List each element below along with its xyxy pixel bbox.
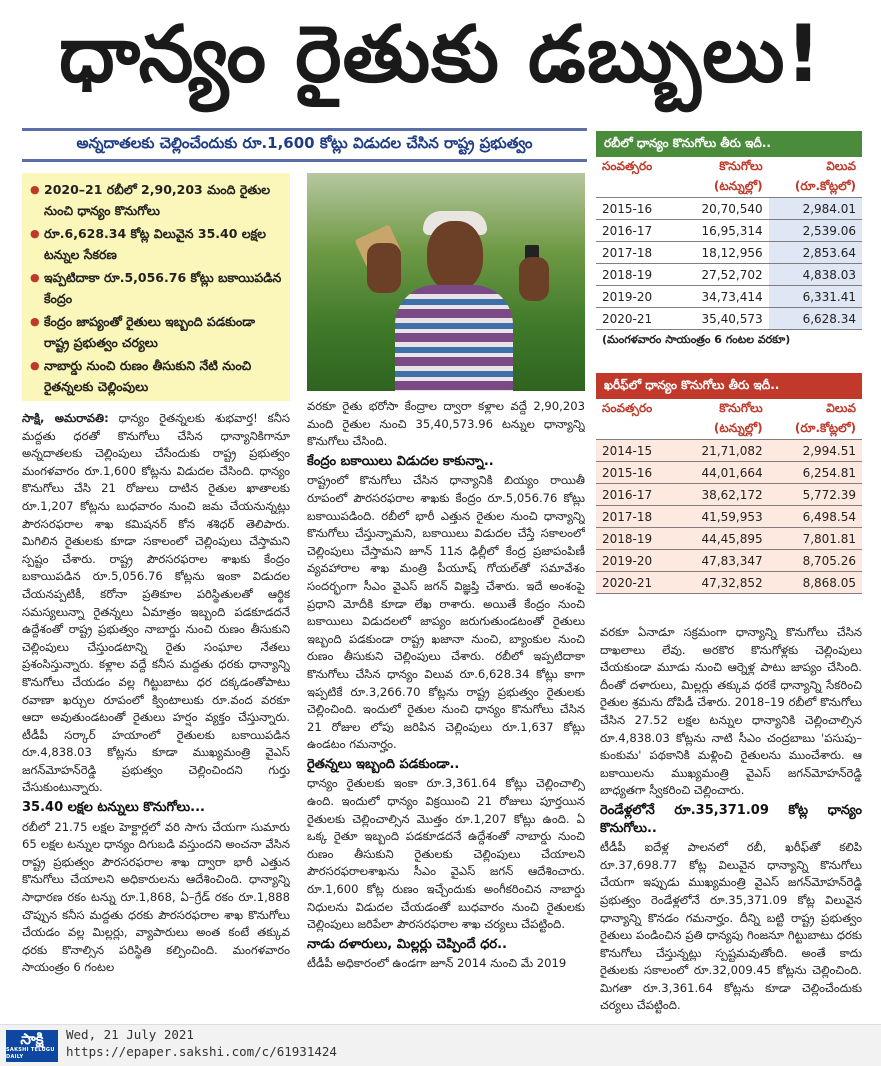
column-header: విలువ <box>826 400 856 415</box>
value-cell: 2,539.06 <box>769 220 862 242</box>
article-column-2 <box>307 398 585 1022</box>
column-subheader <box>596 419 675 440</box>
column-header: కొనుగోలు <box>719 158 763 173</box>
quantity-cell: 38,62,172 <box>675 484 768 506</box>
table-row <box>596 308 862 330</box>
source-url-link[interactable]: https://epaper.sakshi.com/c/61931424 <box>66 1044 337 1059</box>
rabi-data-table <box>596 157 862 330</box>
value-cell: 5,772.39 <box>769 484 862 506</box>
quantity-cell: 16,95,314 <box>675 220 768 242</box>
subheading: 35.40 లక్షల టన్నులు కొనుగోలు... <box>22 800 205 816</box>
highlight-item: ● 2020–21 రబీలో 2,90,203 మంది రైతుల నుంచి ధాన్యం కొనుగోలు <box>30 179 282 221</box>
table-row <box>596 198 862 220</box>
table-row <box>596 264 862 286</box>
table-row <box>596 550 862 572</box>
sakshi-logo[interactable] <box>6 1030 58 1062</box>
subheading: కేంద్రం బకాయిలు విడుదల కాకున్నా.. <box>307 453 494 469</box>
dateline: సాక్షి, అమరావతి: <box>22 411 109 425</box>
table-row <box>596 286 862 308</box>
year-cell: 2019-20 <box>596 286 675 308</box>
paragraph: టీడీపీ ఐదేళ్ల పాలనలో రబీ, ఖరీఫ్‌తో కలిపి రూ.37,698.77 కోట్ల విలువైన ధాన్యాన్ని కొనుగోలు చేయగా ఇప్పుడు ముఖ్యమంత్రి వైఎస్ జగన్‌మోహన్‌రెడ్డి ప్రభుత్వం రెండేళ్లలోనే రూ.35,371.09 కోట్ల విలువైన ధాన్యాన్ని కొనడం గమనార్హం. దీన్ని బట్టి రాష్ట్ర ప్రభుత్వం రైతులు పండించిన ప్రతి ధాన్యపు గింజనూ గిట్టుబాటు ధరకు కొనుగోలు చేస్తున్నట్లు స్పష్టమవుతోంది. అంతే కాదు రైతులకు సకాలంలో రూ.32,009.45 కోట్లను చెల్లించింది. మిగతా రూ.3,361.64 కోట్లను కూడా చెల్లించేందుకు చర్యలు చేపట్టింది. <box>600 840 862 1013</box>
subheading: రైతన్నలు ఇబ్బంది పడకుండా.. <box>307 756 460 772</box>
column-subheader: (రూ.కోట్లలో) <box>769 419 862 440</box>
quantity-cell: 44,45,895 <box>675 528 768 550</box>
value-cell: 7,801.81 <box>769 528 862 550</box>
photo-face <box>427 221 483 291</box>
column-header: విలువ <box>826 158 856 173</box>
table-row <box>596 462 862 484</box>
rabi-table <box>596 131 862 363</box>
photo-left-hand <box>367 243 401 293</box>
value-cell: 4,838.03 <box>769 264 862 286</box>
column-subheader <box>596 177 675 198</box>
quantity-cell: 21,71,082 <box>675 440 768 462</box>
value-cell: 8,705.26 <box>769 550 862 572</box>
paragraph: వరకూ రైతు భరోసా కేంద్రాల ద్వారా కళ్లాల వద్దే 2,90,203 మంది రైతుల నుంచి 35,40,573.96 టన్నుల ధాన్యాన్ని కొనుగోలు చేసింది. <box>307 399 585 449</box>
value-cell: 2,853.64 <box>769 242 862 264</box>
column-subheader: (టన్నుల్లో) <box>675 177 768 198</box>
column-subheader: (రూ.కోట్లలో) <box>769 177 862 198</box>
value-cell: 8,868.05 <box>769 572 862 594</box>
logo-subtext: SAKSHI TELUGU DAILY <box>6 1047 55 1060</box>
quantity-cell: 18,12,956 <box>675 242 768 264</box>
table-row <box>596 220 862 242</box>
table-row <box>596 572 862 594</box>
year-cell: 2017-18 <box>596 242 675 264</box>
paragraph: ధాన్యం రైతులకు ఇంకా రూ.3,361.64 కోట్లు చెల్లించాల్సి ఉంది. ఇందులో ధాన్యం విక్రయించి 21 రోజులు పూర్తయిన రైతులకు చెల్లించాల్సిన మొత్తం రూ.1,207 కోట్లు ఉంది. ఏ ఒక్క రైతూ ఇబ్బంది పడకూడదనే ఉద్దేశంతో నాబార్డు నుంచి రుణం తీసుకుని రైతులకు చెల్లింపులు చేయాలని పౌరసరఫరాలశాఖను సీఎం వైఎస్ జగన్ ఆదేశించారు. రూ.1,600 కోట్ల రుణం ఇచ్చేందుకు అంగీకరించిన నాబార్డు నిధులను విడుదల చేయడంతో బుధవారం నుంచి రైతులకు చెల్లింపులు జరిపేలా పౌరసరఫరాల శాఖ చర్యలు చేపట్టింది. <box>307 776 585 932</box>
table-note: (మంగళవారం సాయంత్రం 6 గంటల వరకూ) <box>602 333 791 346</box>
value-cell: 6,628.34 <box>769 308 862 330</box>
quantity-cell: 27,52,702 <box>675 264 768 286</box>
quantity-cell: 34,73,414 <box>675 286 768 308</box>
photo-right-hand <box>519 257 549 301</box>
year-cell: 2020-21 <box>596 572 675 594</box>
year-cell: 2015-16 <box>596 198 675 220</box>
paragraph: వరకూ ఏనాడూ సక్రమంగా ధాన్యాన్ని కొనుగోలు చేసిన దాఖలాలు లేవు. అరకొర కొనుగోళ్లకు చెల్లింపులు చేయకుండా మూడు నుంచి ఆర్నెళ్ల పాటు జాప్యం చేసింది. దీంతో దళారులు, మిల్లర్లు తక్కువ ధరకే ధాన్యాన్ని సేకరించి రైతుల శ్రమను దోపిడీ చేశారు. 2018–19 రబీలో కొనుగోలు చేసిన 27.52 లక్షల టన్నుల ధాన్యానికి చెల్లించాల్సిన రూ.4,838.03 కోట్లను నాటి సీఎం చంద్రబాబు 'పసుపు–కుంకుమ' పథకానికి మళ్లించి రైతులను ముంచేశారు. ఆ బకాయిలను ముఖ్యమంత్రి వైఎస్ జగన్‌మోహన్‌రెడ్డి బాధ్యతగా స్వీకరించి చెల్లించారు. <box>600 625 862 798</box>
year-cell: 2016-17 <box>596 220 675 242</box>
headline: ధాన్యం రైతుకు డబ్బులు! <box>58 9 823 100</box>
year-cell: 2016-17 <box>596 484 675 506</box>
highlight-item: ● కేంద్రం జాప్యంతో రైతులు ఇబ్బంది పడకుండా రాష్ట్ర ప్రభుత్వం చర్యలు <box>30 311 282 353</box>
value-cell: 6,498.54 <box>769 506 862 528</box>
subheading: నాడు దళారులు, మిల్లర్లు చెప్పిందే ధర.. <box>307 936 507 952</box>
year-cell: 2019-20 <box>596 550 675 572</box>
table-row <box>596 440 862 462</box>
quantity-cell: 47,32,852 <box>675 572 768 594</box>
quantity-cell: 44,01,664 <box>675 462 768 484</box>
value-cell: 6,254.81 <box>769 462 862 484</box>
quantity-cell: 47,83,347 <box>675 550 768 572</box>
year-cell: 2015-16 <box>596 462 675 484</box>
kharif-table-title: ఖరీఫ్‌లో ధాన్యం కొనుగోలు తీరు ఇదీ.. <box>596 373 862 399</box>
column-subheader: (టన్నుల్లో) <box>675 419 768 440</box>
year-cell: 2018-19 <box>596 528 675 550</box>
value-cell: 2,994.51 <box>769 440 862 462</box>
table-row <box>596 242 862 264</box>
quantity-cell: 20,70,540 <box>675 198 768 220</box>
logo-text: సాక్షి <box>20 1030 44 1048</box>
farmer-photo <box>307 173 585 391</box>
year-cell: 2014-15 <box>596 440 675 462</box>
value-cell: 6,331.41 <box>769 286 862 308</box>
column-header: సంవత్సరం <box>602 158 653 173</box>
paragraph: రాష్ట్రంలో కొనుగోలు చేసిన ధాన్యానికి బియ్యం రాయితీ రూపంలో పౌరసరఫరాల శాఖకు కేంద్రం రూ.5,056.76 కోట్లు బకాయిపడింది. రబీలో భారీ ఎత్తున రైతుల నుంచి ధాన్యాన్ని కొనుగోలు చేస్తున్నామని, బకాయిలు విడుదల చేస్తే సకాలంలో చెల్లింపులు చేస్తామని జూన్ 11న ఢిల్లీలో కేంద్ర ప్రజాపంపిణీ వ్యవహారాల శాఖ మంత్రి పీయూష్ గోయల్‌తో సమావేశం సందర్భంగా సీఎం వైఎస్ జగన్ విజ్ఞప్తి చేశారు. ఇదే అంశంపై ప్రధాని మోదీకి కూడా లేఖ రాశారు. అయితే కేంద్రం నుంచి బకాయిలు విడుదలలో జాప్యం జరుగుతుండటంతో రైతులు ఇబ్బంది పడకుండా రాష్ట్ర ఖజానా నుంచి, బ్యాంకుల నుంచి రుణం తీసుకుని చెల్లింపులు చేశారు. రబీలో ఇప్పటిదాకా కొనుగోలు చేసిన ధాన్యం విలువ రూ.6,628.34 కోట్లు కాగా ఇప్పటికే రూ.3,266.70 కోట్లను రాష్ట్ర ప్రభుత్వం రైతులకు చెల్లించింది. ఇందులో రైతుల నుంచి ధాన్యం కొనుగోలు చేసిన 21 రోజుల లోపు జరిపిన చెల్లింపులు రూ.1,637 కోట్లు ఉండటం గమనార్హం. <box>307 473 585 752</box>
column-header: కొనుగోలు <box>719 400 763 415</box>
rabi-table-title: రబీలో ధాన్యం కొనుగోలు తీరు ఇదీ.. <box>596 131 862 157</box>
paragraph: రబీలో 21.75 లక్షల హెక్టార్లలో వరి సాగు చేయగా సుమారు 65 లక్షల టన్నుల ధాన్యం దిగుబడి వస్తుందని అంచనా వేసిన రాష్ట్ర ప్రభుత్వం పౌరసరఫరాల శాఖ ద్వారా భారీ ఎత్తున కొనుగోలు చేయాలని అధికారులను ఆదేశించింది. ధాన్యాన్ని సాధారణ రకం టన్ను రూ.1,868, ఏ–గ్రేడ్ రకం రూ.1,888 చొప్పున కనీస మద్దతు ధరకు పౌరసరఫరాల శాఖ కొనుగోలు చేయడం వల్ల మిల్లర్లు, వ్యాపారులు అంత కంటే తక్కువ ధరకు కొనాల్సిన పరిస్థితి కల్పించింది. మంగళవారం సాయంత్రం 6 గంటల <box>22 819 290 975</box>
kharif-data-table <box>596 399 862 594</box>
table-row <box>596 506 862 528</box>
quantity-cell: 35,40,573 <box>675 308 768 330</box>
paragraph: టీడీపీ అధికారంలో ఉండగా జూన్ 2014 నుంచి మే 2019 <box>307 956 567 971</box>
quantity-cell: 41,59,953 <box>675 506 768 528</box>
value-cell: 2,984.01 <box>769 198 862 220</box>
year-cell: 2018-19 <box>596 264 675 286</box>
column-header: సంవత్సరం <box>602 400 653 415</box>
table-row <box>596 528 862 550</box>
photo-shirt <box>395 285 513 391</box>
article-column-3 <box>600 624 862 1022</box>
subheading: రెండేళ్లలోనే రూ.35,371.09 కోట్ల ధాన్యం కొనుగోలు.. <box>600 802 862 836</box>
highlight-item: ● నాబార్డు నుంచి రుణం తీసుకుని నేటి నుంచి రైతన్నలకు చెల్లింపులు <box>30 355 282 397</box>
paragraph-text: ధాన్యం రైతన్నలకు శుభవార్త! కనీస మద్దతు ధరతో కొనుగోలు చేసిన ధాన్యానికిగానూ అన్నదాతలకు చెల్లింపులు చేసేందుకు రాష్ట్ర ప్రభుత్వం మంగళవారం రూ.1,600 కోట్లను విడుదల చేసింది. ధాన్యం కొనుగోలు చేసి 21 రోజులు దాటిన రైతుల ఖాతాలకు రూ.1,207 కోట్లను బుధవారం నుంచి జమ చేయనున్నట్లు పౌరసరఫరాల శాఖ కమిషనర్ కోన శశిధర్ తెలిపారు. మిగిలిన రైతులకు కూడా సకాలంలో చెల్లింపులు చేస్తామని స్పష్టం చేశారు. రాష్ట్ర పౌరసరఫరాల శాఖకు కేంద్రం బకాయిపడిన రూ.5,056.76 కోట్లను ఇంకా విడుదల చేయనప్పటికీ, కరోనా ప్రతికూల పరిస్థితులతో ఆర్థిక సమస్యలున్నా రైతన్నలు ఏమాత్రం ఇబ్బంది పడకూడదనే ఉద్దేశంతో రాష్ట్ర ప్రభుత్వం నాబార్డు నుంచి రుణం తీసుకుని చెల్లింపులు చేస్తుండటాన్ని రైతు సంఘాల నేతలు ప్రశంసిస్తున్నారు. కళ్లాల వద్దే కనీస మద్దతు ధరకు ధాన్యాన్ని కొనుగోలు చేయడం వల్ల గిట్టుబాటు ధర దక్కడంతోపాటు రవాణా ఖర్చుల రూపంలో క్వింటాలుకు రూ.వంద వరకూ ఆదా అవుతుండటంతో రైతులు హర్షం వ్యక్తం చేస్తున్నారు. టీడీపీ సర్కార్ హయాంలో రైతులకు బకాయిపడిన రూ.4,838.03 కోట్లను కూడా ముఖ్యమంత్రి వైఎస్ జగన్‌మోహన్‌రెడ్డి ప్రభుత్వం చెల్లించిందని గుర్తు చేసుకుంటున్నారు. <box>22 411 290 795</box>
article-column-1 <box>22 410 290 1022</box>
paragraph <box>22 410 290 797</box>
highlights-list <box>30 179 282 397</box>
highlight-item: ● రూ.6,628.34 కోట్ల విలువైన 35.40 లక్షల టన్నుల సేకరణ <box>30 223 282 265</box>
highlights-box <box>22 173 290 401</box>
highlight-item: ● ఇప్పటిదాకా రూ.5,056.76 కోట్లు బకాయిపడిన కేంద్రం <box>30 267 282 309</box>
kharif-table <box>596 373 862 620</box>
subheadline: అన్నదాతలకు చెల్లించేందుకు రూ.1,600 కోట్లు విడుదల చేసిన రాష్ట్ర ప్రభుత్వం <box>22 128 587 162</box>
year-cell: 2017-18 <box>596 506 675 528</box>
year-cell: 2020-21 <box>596 308 675 330</box>
publication-date: Wed, 21 July 2021 <box>66 1027 194 1042</box>
table-row <box>596 484 862 506</box>
